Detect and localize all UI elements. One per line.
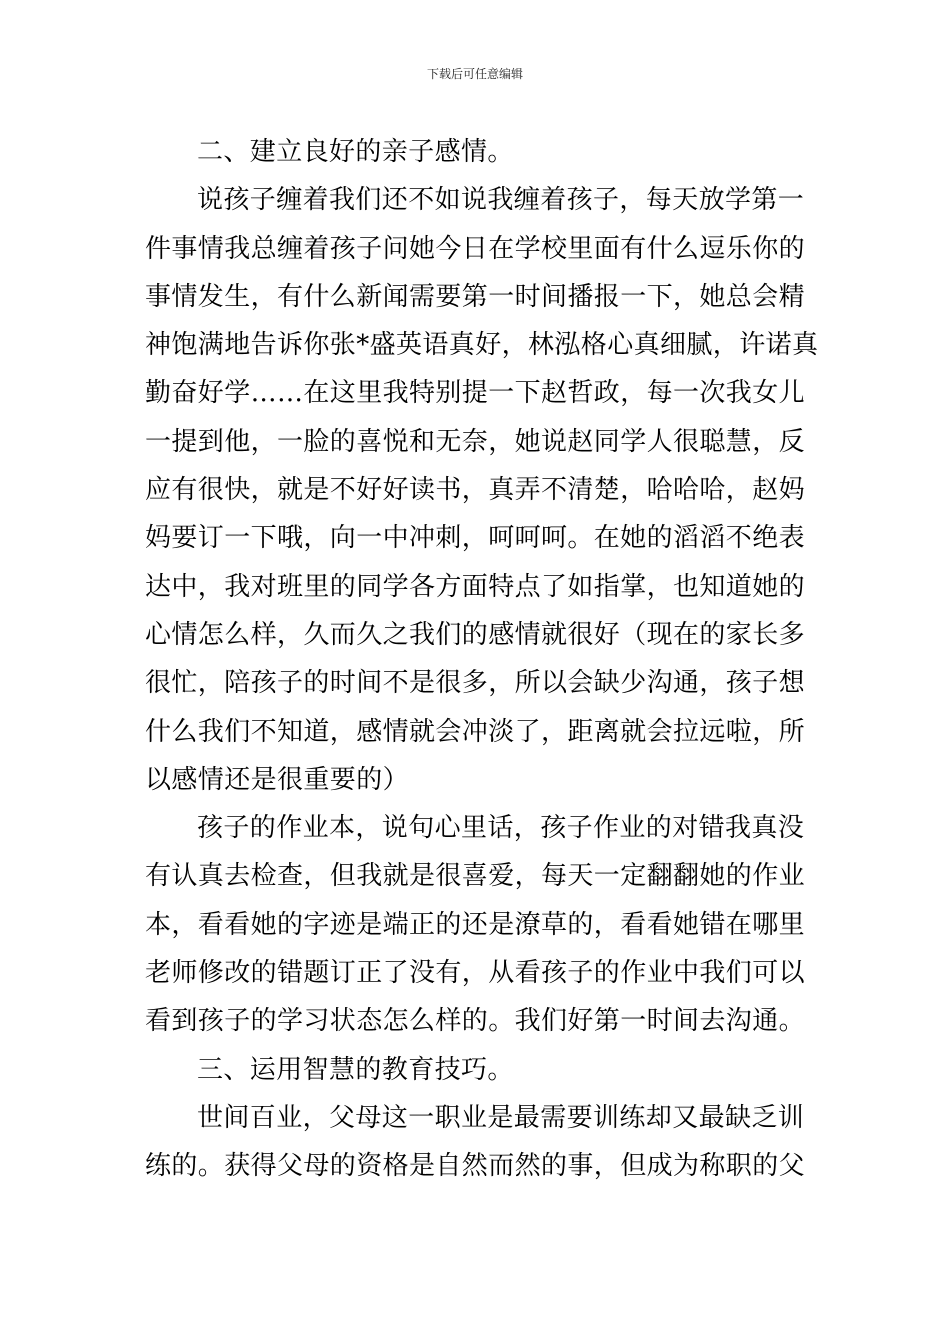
text-line: 看到孩子的学习状态怎么样的。我们好第一时间去沟通。 [145, 1006, 806, 1037]
text-line: 很忙，陪孩子的时间不是很多，所以会缺少沟通，孩子想 [145, 668, 806, 699]
text-line: 本，看看她的字迹是端正的还是潦草的，看看她错在哪里 [145, 909, 806, 940]
text-line: 老师修改的错题订正了没有，从看孩子的作业中我们可以 [145, 958, 806, 989]
text-line: 练的。获得父母的资格是自然而然的事，但成为称职的父 [145, 1151, 806, 1182]
text-line: 件事情我总缠着孩子问她今日在学校里面有什么逗乐你的 [145, 233, 806, 264]
text-line: 妈要订一下哦，向一中冲刺，呵呵呵。在她的滔滔不绝表 [145, 523, 806, 554]
text-line: 什么我们不知道，感情就会冲淡了，距离就会拉远啦，所 [145, 716, 806, 747]
text-line: 有认真去检查，但我就是很喜爱，每天一定翻翻她的作业 [145, 861, 806, 892]
section-heading: 二、建立良好的亲子感情。 [197, 137, 514, 167]
text-line: 达中，我对班里的同学各方面特点了如指掌，也知道她的 [145, 571, 806, 602]
page-header: 下载后可任意编辑 [426, 67, 523, 81]
text-line: 孩子的作业本，说句心里话，孩子作业的对错我真没 [197, 813, 805, 844]
body-text [145, 128, 819, 1191]
text-line: 应有很快，就是不好好读书，真弄不清楚，哈哈哈，赵妈 [145, 475, 806, 506]
text-line: 心情怎么样，久而久之我们的感情就很好（现在的家长多 [145, 619, 806, 650]
section-heading: 三、运用智慧的教育技巧。 [197, 1054, 514, 1085]
text-line: 以感情还是很重要的） [145, 764, 410, 795]
text-line: 神饱满地告诉你张*盛英语真好，林泓格心真细腻，许诺真 [145, 330, 819, 361]
text-line: 勤奋好学……在这里我特别提一下赵哲政，每一次我女儿 [145, 378, 806, 409]
text-line: 世间百业，父母这一职业是最需要训练却又最缺乏训 [197, 1102, 805, 1133]
text-line: 事情发生，有什么新闻需要第一时间播报一下，她总会精 [145, 281, 806, 312]
text-line: 一提到他，一脸的喜悦和无奈，她说赵同学人很聪慧，反 [145, 426, 806, 457]
text-line: 说孩子缠着我们还不如说我缠着孩子，每天放学第一 [197, 185, 805, 216]
